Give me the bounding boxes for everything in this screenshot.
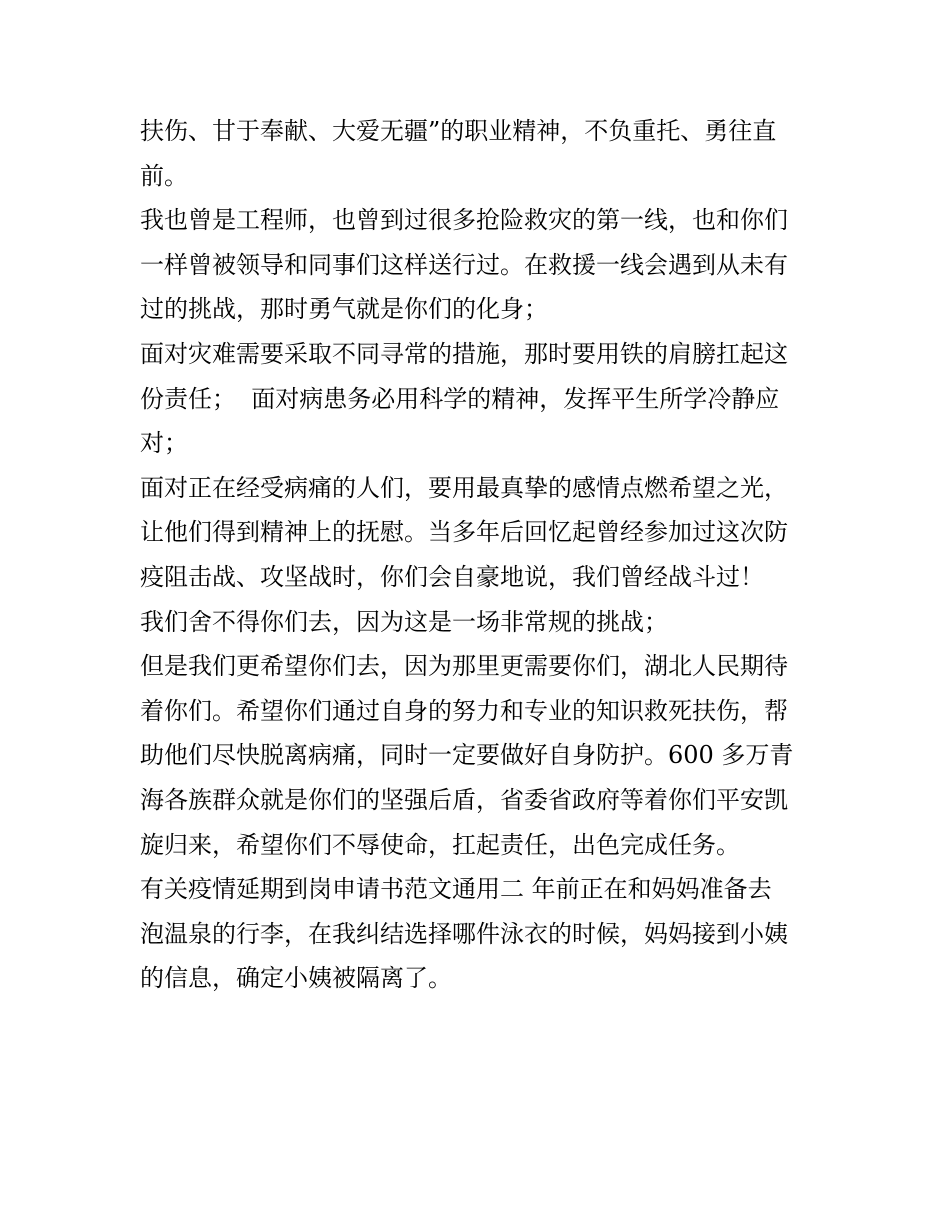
- text-line: 的信息，确定小姨被隔离了。: [140, 964, 452, 993]
- document-body: [140, 109, 830, 1001]
- text-line: 有关疫情延期到岗申请书范文通用二 年前正在和妈妈准备去: [140, 875, 772, 904]
- text-line: 但是我们更希望你们去，因为那里更需要你们，湖北人民期待: [140, 652, 788, 681]
- text-line: 扶伤、甘于奉献、大爱无疆”的职业精神，不负重托、勇往直: [140, 117, 777, 145]
- text-line: 一样曾被领导和同事们这样送行过。在救援一线会遇到从未有: [140, 250, 788, 279]
- text-line: 我们舍不得你们去，因为这是一场非常规的挑战；: [140, 607, 668, 636]
- text-line: 泡温泉的行李，在我纠结选择哪件泳衣的时候，妈妈接到小姨: [140, 919, 788, 948]
- text-line: 前。: [140, 161, 188, 190]
- text-line: 面对正在经受病痛的人们，要用最真挚的感情点燃希望之光，: [140, 473, 788, 502]
- text-line: 对；: [140, 429, 188, 458]
- text-line: 助他们尽快脱离病痛，同时一定要做好自身防护。600 多万青: [140, 741, 794, 770]
- text-line: 我也曾是工程师，也曾到过很多抢险救灾的第一线，也和你们: [140, 206, 788, 235]
- text-line: 过的挑战，那时勇气就是你们的化身；: [140, 295, 548, 324]
- text-line: 面对灾难需要采取不同寻常的措施，那时要用铁的肩膀扛起这: [140, 339, 788, 368]
- text-line: 让他们得到精神上的抚慰。当多年后回忆起曾经参加过这次防: [140, 518, 788, 547]
- text-line: 疫阻击战、攻坚战时，你们会自豪地说，我们曾经战斗过！: [140, 562, 764, 591]
- text-line: 旋归来，希望你们不辱使命，扛起责任，出色完成任务。: [140, 830, 740, 859]
- text-line: 海各族群众就是你们的坚强后盾，省委省政府等着你们平安凯: [140, 785, 788, 814]
- text-line: 着你们。希望你们通过自身的努力和专业的知识救死扶伤，帮: [140, 696, 788, 725]
- text-line: 份责任； 面对病患务必用科学的精神，发挥平生所学冷静应: [140, 384, 780, 413]
